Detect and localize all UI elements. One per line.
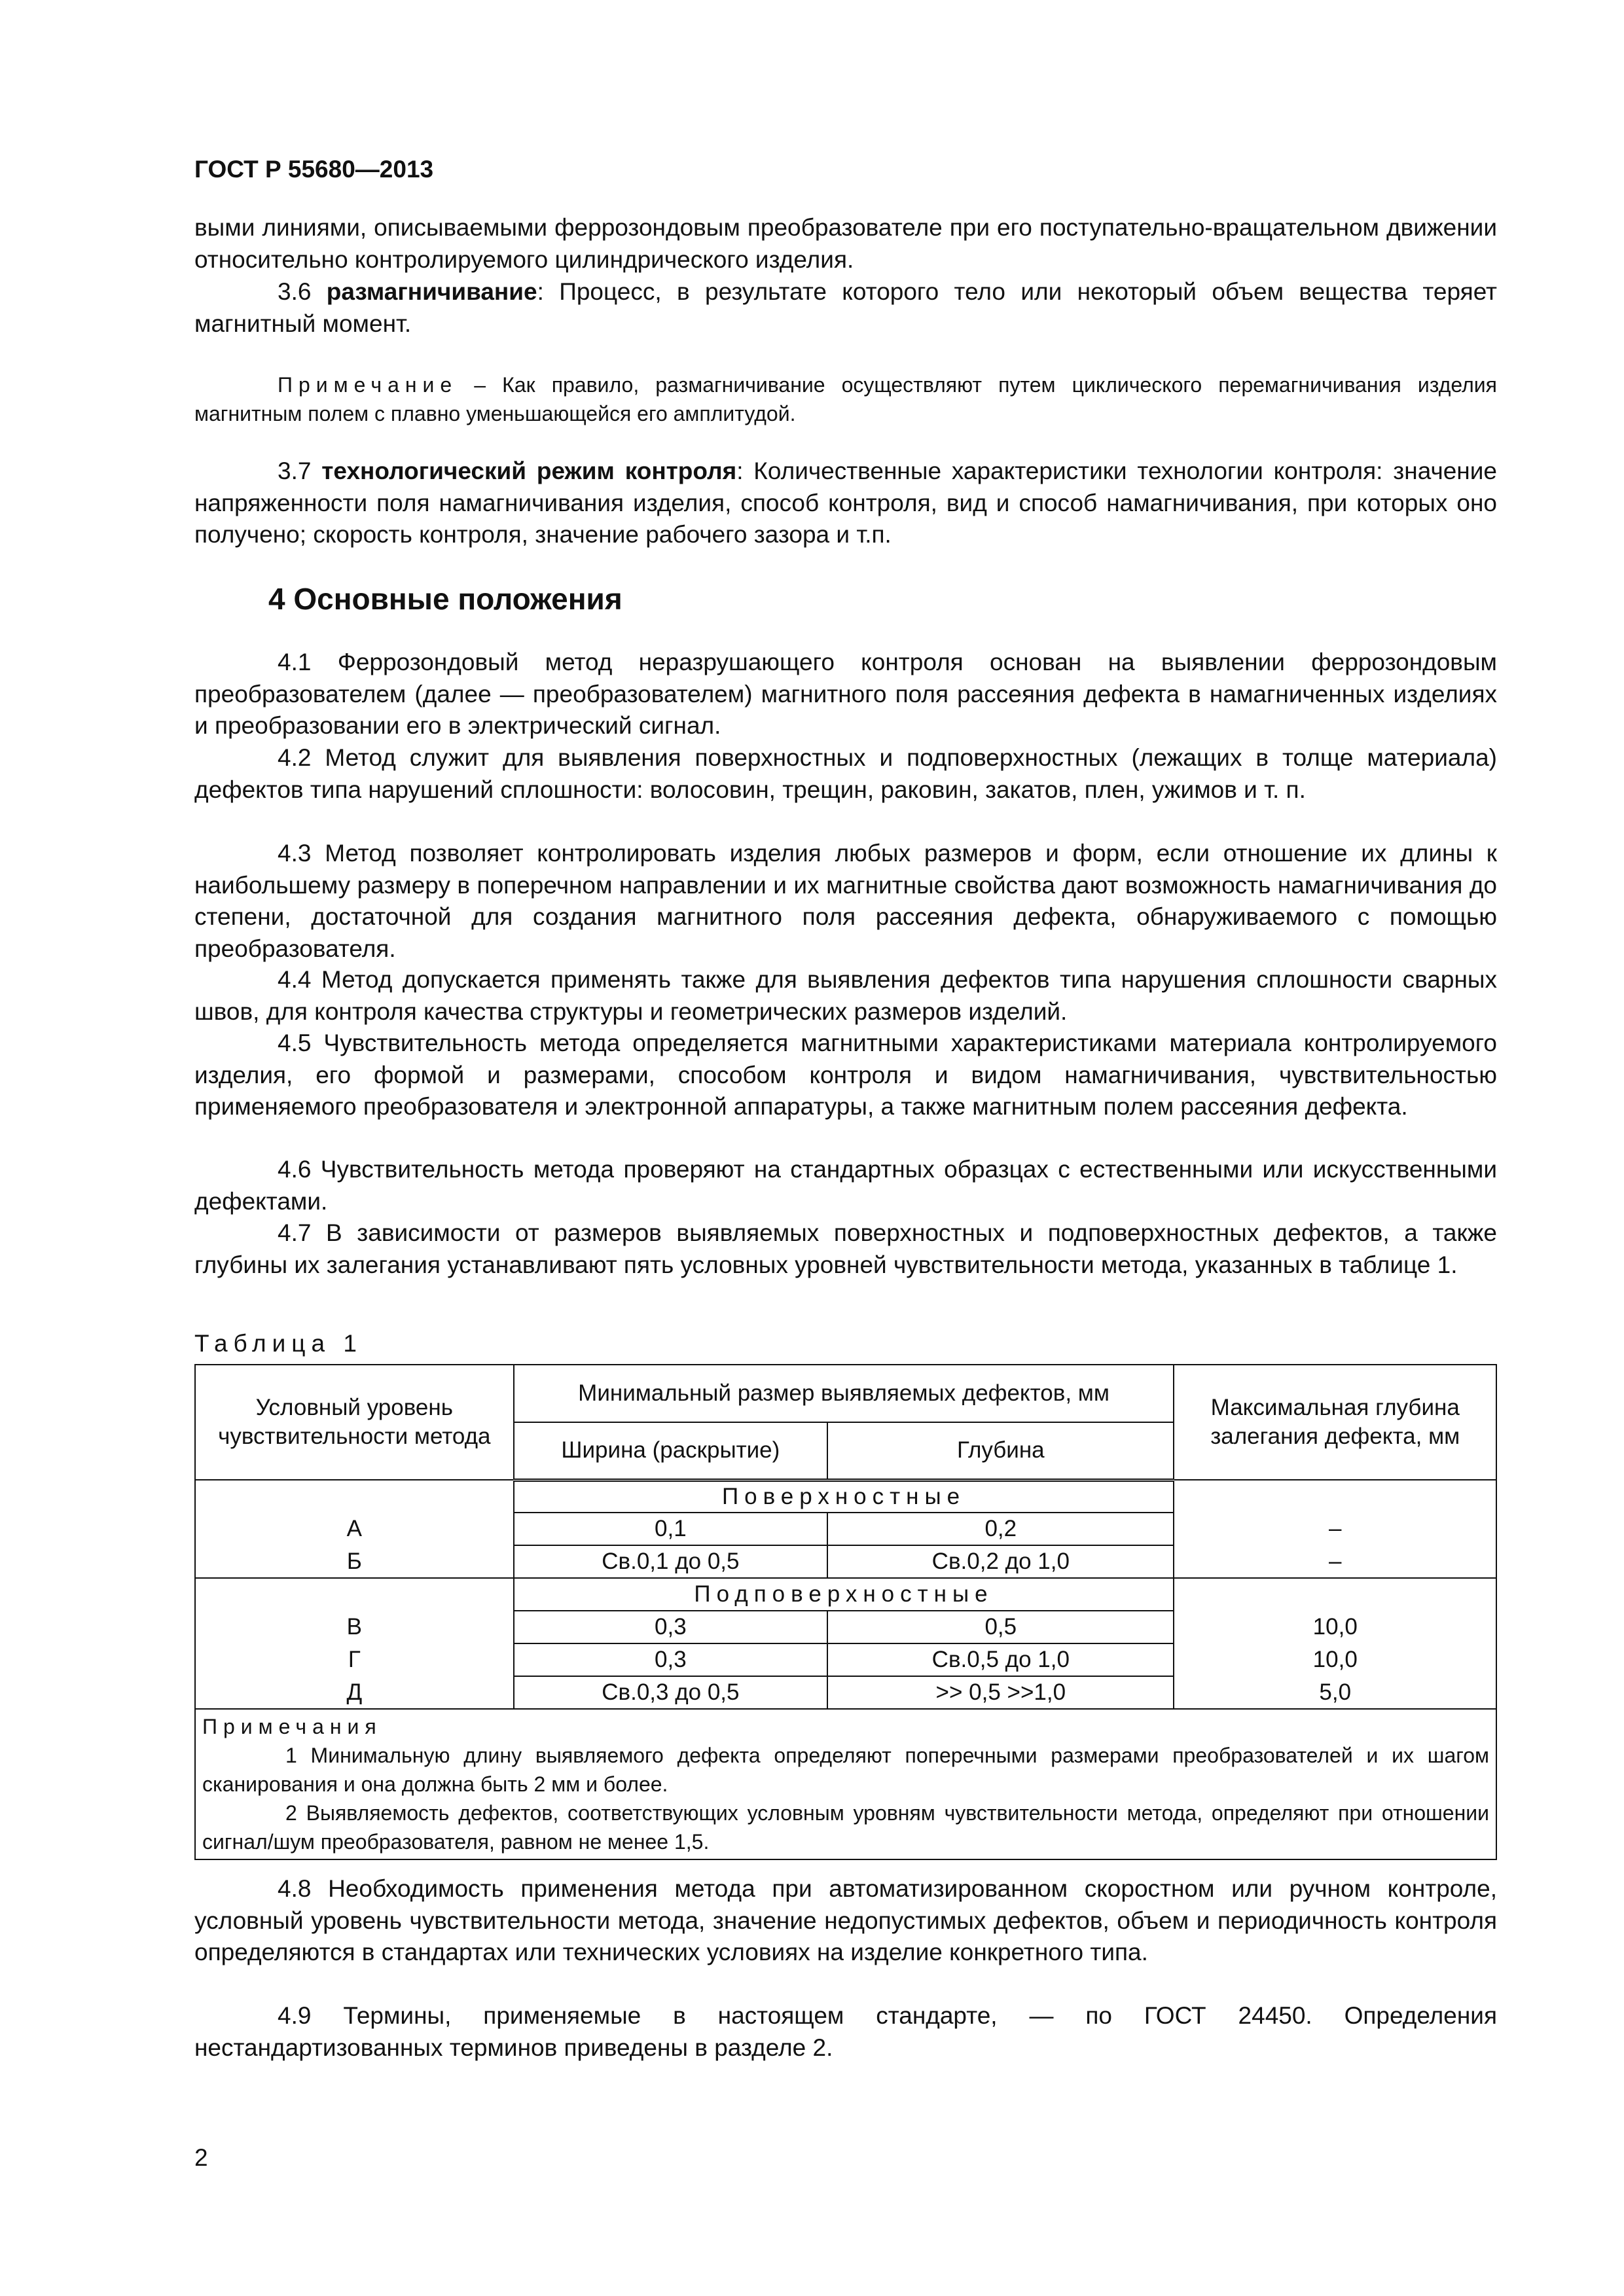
term: технологический режим контроля [321,457,737,484]
width-cell: Св.0,1 до 0,5 [514,1545,828,1578]
note-3-6 [194,370,1497,428]
width-cell: 0,3 [514,1611,828,1643]
depth-cell: Св.0,5 до 1,0 [827,1643,1174,1676]
max-depth-cell: 10,0 [1174,1611,1496,1643]
group-surface: Поверхностные [514,1480,1174,1513]
level-spacer [195,1480,514,1513]
sensitivity-table [194,1364,1497,1860]
clause-number: 3.6 [278,278,327,305]
depth-cell: Св.0,2 до 1,0 [827,1545,1174,1578]
definition: : Количественные характеристики технологии контроля: значение напряженности поля намагничивания изделия, способ контроля, вид и способ намагничивания, при которых оно получено; скорость контроля, значение рабочего зазора и т.п. [194,457,1497,548]
header-max-depth: Максимальная глубина залегания дефекта, мм [1174,1365,1496,1480]
level-cell: Д [195,1676,514,1709]
document-header: ГОСТ Р 55680—2013 [194,156,434,183]
term: размагничивание [326,278,537,305]
paragraph-4-3: 4.3 Метод позволяет контролировать изделия любых размеров и форм, если отношение их длины к наибольшему размеру в поперечном направлении и их магнитные свойства дают возможность намагничивания до степени, достаточной для создания магнитного поля рассеяния дефекта, обнаруживаемого с помощью преобразователя. [194,840,1497,962]
level-cell: Б [195,1545,514,1578]
paragraph-3-7 [194,456,1497,551]
depth-cell: 0,5 [827,1611,1174,1643]
header-min-size: Минимальный размер выявляемых дефектов, мм [514,1365,1174,1422]
max-depth-cell: 10,0 [1174,1643,1496,1676]
paragraph-4-9: 4.9 Термины, применяемые в настоящем стандарте, — по ГОСТ 24450. Определения нестандартизованных терминов приведены в разделе 2. [194,2002,1497,2061]
header-depth: Глубина [827,1422,1174,1480]
width-cell: Св.0,3 до 0,5 [514,1676,828,1709]
paragraph-4-1: 4.1 Феррозондовый метод неразрушающего контроля основан на выявлении феррозондовым преобразователем (далее — преобразователем) магнитного поля рассеяния дефекта в намагниченных изделиях и преобразовании его в электрический сигнал. [194,649,1497,739]
paragraph-4-6: 4.6 Чувствительность метода проверяют на стандартных образцах с естественными или искусственными дефектами. [194,1156,1497,1215]
notes-title: Примечания [202,1715,382,1738]
paragraph-continuation: выми линиями, описываемыми феррозондовым преобразователе при его поступательно-вращательном движении относительно контролируемого цилиндрического изделия. [194,214,1497,273]
table-caption: Таблица 1 [194,1330,363,1357]
definition: : Процесс, в результате которого тело или некоторый объем вещества теряет магнитный момент. [194,278,1497,337]
paragraph-4-5: 4.5 Чувствительность метода определяется магнитными характеристиками материала контролируемого изделия, его формой и размерами, способом контроля и видом намагничивания, чувствительностью применяемого преобразователя и электронной аппаратуры, а также магнитным полем рассеяния дефекта. [194,1030,1497,1120]
section-heading: 4 Основные положения [268,582,623,616]
note-text: – Как правило, размагничивание осуществляют путем циклического перемагничивания изделия магнитным полем с плавно уменьшающейся его амплитудой. [194,373,1497,425]
max-depth-cell: 5,0 [1174,1676,1496,1709]
table-note-2: 2 Выявляемость дефектов, соответствующих условным уровням чувствительности метода, определяют при отношении сигнал/шум преобразователя, равном не менее 1,5. [202,1801,1489,1854]
max-spacer [1174,1480,1496,1513]
level-spacer [195,1578,514,1611]
paragraph-3-6 [194,276,1497,340]
paragraph-4-4: 4.4 Метод допускается применять также для выявления дефектов типа нарушения сплошности сварных швов, для контроля качества структуры и геометрических размеров изделий. [194,966,1497,1025]
clause-number: 3.7 [278,457,322,484]
level-cell: В [195,1611,514,1643]
header-width: Ширина (раскрытие) [514,1422,828,1480]
max-depth-cell: – [1174,1545,1496,1578]
group-subsurface: Подповерхностные [514,1578,1174,1611]
paragraph-4-7: 4.7 В зависимости от размеров выявляемых поверхностных и подповерхностных дефектов, а также глубины их залегания устанавливают пять условных уровней чувствительности метода, указанных в таблице 1. [194,1219,1497,1278]
level-cell: Г [195,1643,514,1676]
max-depth-cell: – [1174,1513,1496,1545]
width-cell: 0,1 [514,1513,828,1545]
header-level: Условный уровень чувствительности метода [195,1365,514,1480]
table-notes [195,1709,1496,1859]
width-cell: 0,3 [514,1643,828,1676]
max-spacer [1174,1578,1496,1611]
paragraph-4-8: 4.8 Необходимость применения метода при автоматизированном скоростном или ручном контроле, условный уровень чувствительности метода, значение недопустимых дефектов, объем и периодичность контроля определяются в стандартах или технических условиях на изделие конкретного типа. [194,1875,1497,1965]
paragraph-4-2: 4.2 Метод служит для выявления поверхностных и подповерхностных (лежащих в толще материала) дефектов типа нарушений сплошности: волосовин, трещин, раковин, закатов, плен, ужимов и т. п. [194,744,1497,803]
page-number: 2 [194,2144,208,2171]
table-note-1: 1 Минимальную длину выявляемого дефекта определяют поперечными размерами преобразователей и их шагом сканирования и она должна быть 2 мм и более. [202,1744,1489,1796]
depth-cell: 0,2 [827,1513,1174,1545]
depth-cell: >> 0,5 >>1,0 [827,1676,1174,1709]
level-cell: А [195,1513,514,1545]
note-label: Примечание [278,373,458,397]
